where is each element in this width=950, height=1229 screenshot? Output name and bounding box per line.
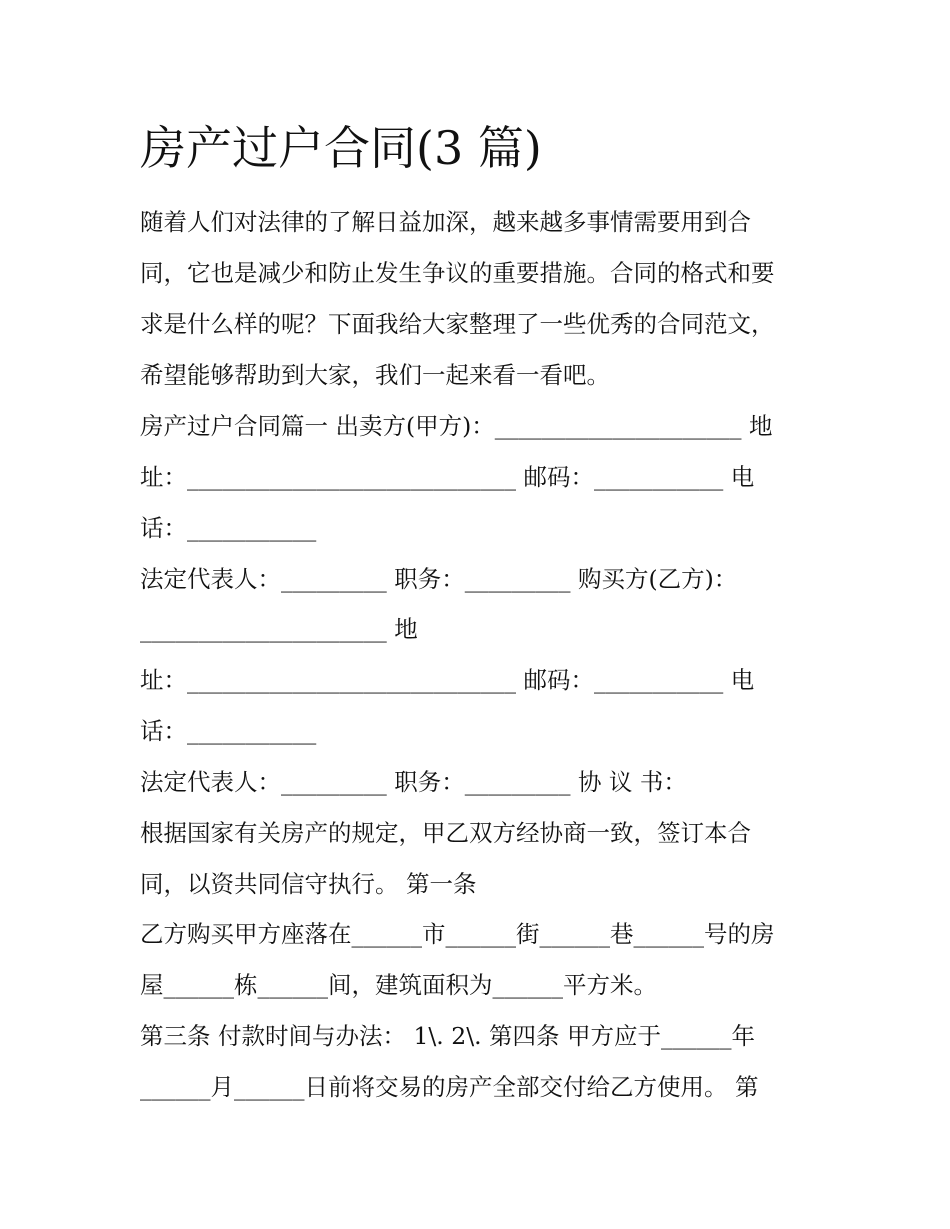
body-line: 法定代表人：_________ 职务：_________ 协 议 书：	[140, 768, 687, 796]
body-line: 法定代表人：_________ 职务：_________ 购买方(乙方)：	[140, 565, 738, 593]
body-line: 随着人们对法律的了解日益加深，越来越多事情需要用到合	[140, 208, 751, 236]
body-line: _____________________ 地	[140, 615, 418, 643]
body-line: 房产过户合同篇一 出卖方(甲方)：_____________________ 地	[140, 412, 773, 440]
body-line: 屋______栋______间，建筑面积为______平方米。	[140, 971, 657, 999]
body-line: 同，以资共同信守执行。 第一条	[140, 870, 477, 898]
body-line: ______月______日前将交易的房产全部交付给乙方使用。 第	[140, 1073, 759, 1101]
body-line: 乙方购买甲方座落在______市______街______巷______号的房	[140, 920, 775, 948]
body-line: 址：____________________________ 邮码：___________ 电	[140, 463, 755, 491]
body-line: 址：____________________________ 邮码：___________ 电	[140, 666, 755, 694]
document-title: 房产过户合同(3 篇)	[140, 121, 542, 175]
body-line: 第三条 付款时间与办法： 1\. 2\. 第四条 甲方应于______年	[140, 1022, 756, 1050]
body-line: 话：___________	[140, 514, 317, 542]
body-line: 根据国家有关房产的规定，甲乙双方经协商一致，签订本合	[140, 819, 751, 847]
body-line: 求是什么样的呢？下面我给大家整理了一些优秀的合同范文，	[140, 310, 775, 338]
body-line: 同，它也是减少和防止发生争议的重要措施。合同的格式和要	[140, 259, 775, 287]
body-line: 希望能够帮助到大家，我们一起来看一看吧。	[140, 361, 610, 389]
body-line: 话：___________	[140, 717, 317, 745]
